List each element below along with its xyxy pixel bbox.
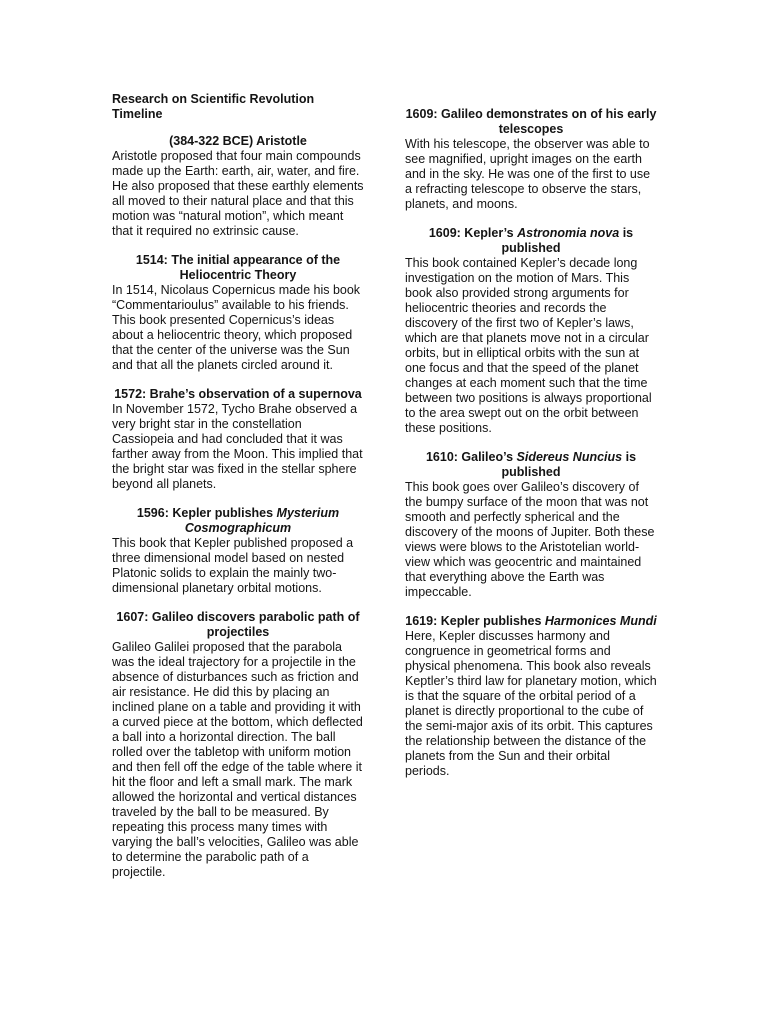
timeline-entry-1596 — [112, 506, 364, 596]
entry-heading: 1572: Brahe’s observation of a supernova — [114, 387, 362, 401]
timeline-entry-aristotle — [112, 134, 364, 239]
entry-heading: 1607: Galileo discovers parabolic path of projectiles — [116, 610, 360, 639]
timeline-entry-1610 — [405, 450, 657, 600]
entry-body: Aristotle proposed that four main compounds made up the Earth: earth, air, water, and fire. He also proposed that these earthly elements all moved to their natural place and that this motion was “natural motion”, which meant that it required no extrinsic cause. — [112, 149, 364, 238]
left-column — [112, 92, 364, 894]
entry-body: With his telescope, the observer was able to see magnified, upright images on the earth and in the sky. He was one of the first to use a refracting telescope to observe the stars, planets, and moons. — [405, 137, 651, 211]
right-column — [405, 107, 657, 793]
entry-body: This book that Kepler published proposed a three dimensional model based on nested Platonic solids to explain the mainly two-dimensional planetary orbital motions. — [112, 536, 354, 595]
entry-heading: (384-322 BCE) Aristotle — [169, 134, 307, 148]
timeline-entry-1514 — [112, 253, 364, 373]
entry-body: This book goes over Galileo’s discovery of the bumpy surface of the moon that was not smooth and perfectly spherical and the discovery of the moons of Jupiter. Both these views were blows to the Aristotelian world-view which was geocentric and maintained that everything above the Earth was impeccable. — [405, 480, 655, 599]
timeline-entry-1572 — [112, 387, 364, 492]
entry-heading: 1609: Kepler’s Astronomia nova is published — [428, 226, 634, 255]
entry-heading: 1596: Kepler publishes Mysterium Cosmographicum — [136, 506, 340, 535]
document-title: Research on Scientific Revolution Timeline — [112, 92, 315, 121]
entry-body: In 1514, Nicolaus Copernicus made his book “Commentarioulus” available to his friends. This book presented Copernicus’s ideas about a heliocentric theory, which proposed that the center of the universe was the Sun and that all the planets circled around it. — [112, 283, 361, 372]
timeline-entry-1607 — [112, 610, 364, 880]
entry-heading: 1610: Galileo’s Sidereus Nuncius is published — [425, 450, 637, 479]
entry-body: In November 1572, Tycho Brahe observed a very bright star in the constellation Cassiopeia and had concluded that it was farther away from the Moon. This implied that the bright star was fixed in the stellar sphere beyond all planets. — [112, 402, 363, 491]
timeline-entry-1619 — [405, 614, 657, 779]
entry-heading: 1609: Galileo demonstrates on of his early telescopes — [405, 107, 657, 136]
entry-body: Here, Kepler discusses harmony and congruence in geometrical forms and physical phenomena. This book also reveals Keptler’s third law for planetary motion, which is that the square of the orbital period of a planet is directly proportional to the cube of the semi-major axis of its orbit. This captures the relationship between the distance of the planets from the Sun and their orbital periods. — [405, 629, 657, 778]
timeline-entry-1609-telescope — [405, 107, 657, 212]
entry-body: Galileo Galilei proposed that the parabola was the ideal trajectory for a projectile in the absence of disturbances such as friction and air resistance. He did this by placing an inclined plane on a table and providing it with a curved piece at the bottom, which deflected a ball into a horizontal direction. The ball rolled over the tabletop with uniform motion and then fell off the edge of the table where it hit the floor and left a small mark. The mark allowed the horizontal and vertical distances traveled by the ball to be measured. By repeating this process many times with varying the ball’s velocities, Galileo was able to determine the parabolic path of a projectile. — [112, 640, 363, 879]
timeline-entry-1609-astronomia — [405, 226, 657, 436]
entry-heading: 1619: Kepler publishes Harmonices Mundi — [405, 614, 657, 628]
entry-body: This book contained Kepler’s decade long investigation on the motion of Mars. This book also provided strong arguments for heliocentric theories and records the discovery of the first two of Kepler’s laws, which are that planets move not in a circular orbits, but in elliptical orbits with the sun at one focus and that the speed of the planet changes at each moment such that the time between two positions is always proportional to the area swept out on the orbit between these positions. — [405, 256, 652, 435]
entry-heading: 1514: The initial appearance of the Heliocentric Theory — [135, 253, 341, 282]
